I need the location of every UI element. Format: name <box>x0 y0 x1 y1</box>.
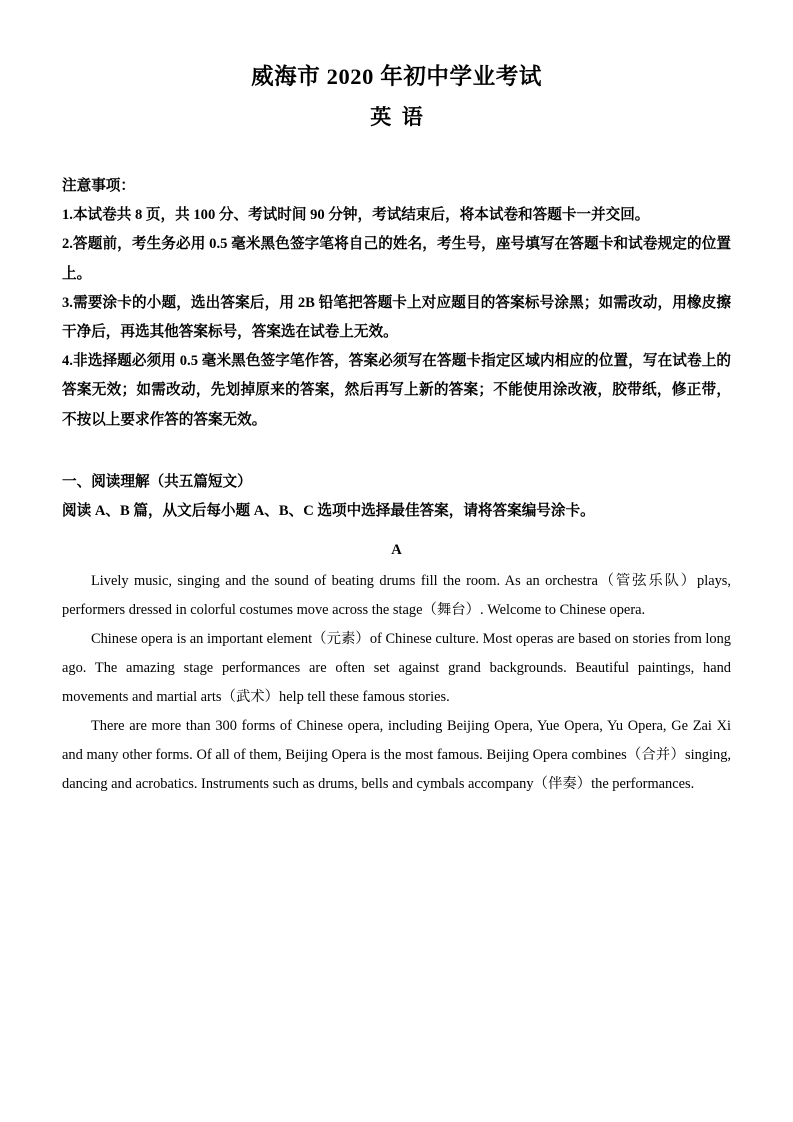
notice-heading: 注意事项： <box>62 178 135 194</box>
notice-item-2: 2.答题前，考生务必用 0.5 毫米黑色签字笔将自己的姓名，考生号，座号填写在答题卡和试卷规定的位置上。 <box>62 236 731 282</box>
passage-body <box>62 567 731 799</box>
section-block <box>62 468 731 526</box>
exam-title: 威海市 2020 年初中学业考试 <box>251 64 542 89</box>
section-heading-reading-comprehension: 一、阅读理解（共五篇短文） <box>62 473 252 490</box>
notice-item-4: 4.非选择题必须用 0.5 毫米黑色签字笔作答，答案必须写在答题卡指定区域内相应的位置，写在试卷上的答案无效；如需改动，先划掉原来的答案，然后再写上新的答案；不能使用涂改液，胶带纸，修正带，不按以上要求作答的答案无效。 <box>62 353 731 428</box>
passage-paragraph-3: There are more than 300 forms of Chinese opera, including Beijing Opera, Yue Opera, Yu Opera, Ge Zai Xi and many other forms. Of all of them, Beijing Opera is the most famous. Beijing Opera combines（合并）singing, dancing and acrobatics. Instruments such as drums, bells and cymbals accompany（伴奏）the performances. <box>62 718 731 793</box>
passage-paragraph-1: Lively music, singing and the sound of beating drums fill the room. As an orchestra（管弦乐队）plays, performers dressed in colorful costumes move across the stage（舞台）. Welcome to Chinese opera. <box>62 573 731 619</box>
passage-paragraph-2: Chinese opera is an important element（元素）of Chinese culture. Most operas are based on stories from long ago. The amazing stage performances are often set against grand backgrounds. Beautiful paintings, hand movements and martial arts（武术）help tell these famous stories. <box>62 631 731 706</box>
notice-block <box>62 172 731 435</box>
notice-item-1: 1.本试卷共 8 页，共 100 分、考试时间 90 分钟，考试结束后，将本试卷和答题卡一并交回。 <box>62 207 650 224</box>
notice-item-3: 3.需要涂卡的小题，选出答案后，用 2B 铅笔把答题卡上对应题目的答案标号涂黑；如需改动，用橡皮擦干净后，再选其他答案标号，答案选在试卷上无效。 <box>62 294 731 341</box>
exam-subject: 英 语 <box>370 105 423 129</box>
passage-label-a: A <box>391 542 402 559</box>
section-instruction: 阅读 A、B 篇，从文后每小题 A、B、C 选项中选择最佳答案，请将答案编号涂卡。 <box>62 503 595 520</box>
title-block <box>62 0 731 134</box>
